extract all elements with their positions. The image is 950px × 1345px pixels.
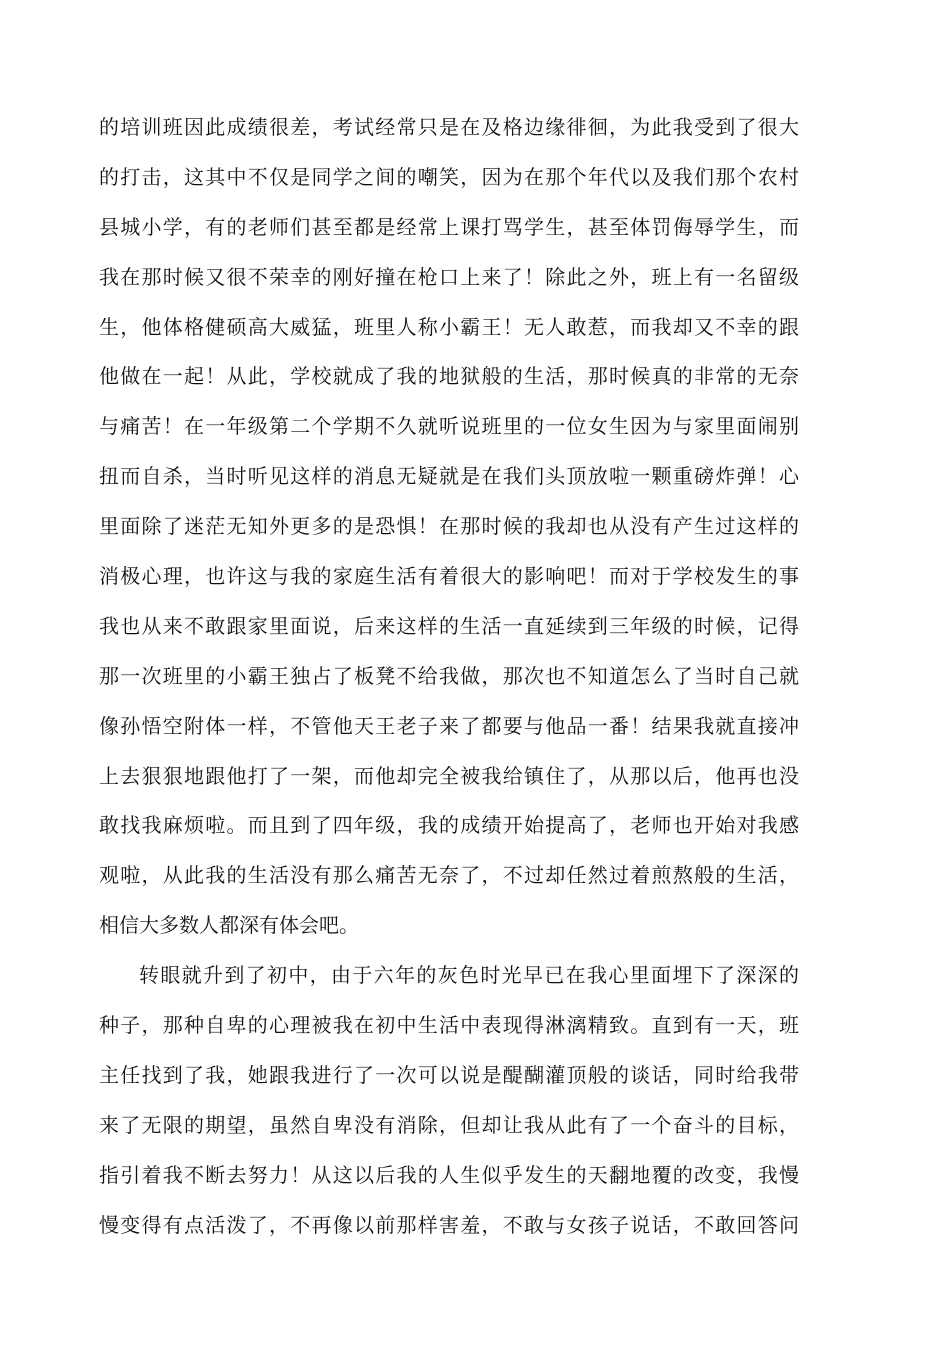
text-line: 与痛苦！在一年级第二个学期不久就听说班里的一位女生因为与家里面闹别: [99, 414, 799, 439]
text-line: 来了无限的期望，虽然自卑没有消除，但却让我从此有了一个奋斗的目标，: [99, 1112, 799, 1137]
text-line: 像孙悟空附体一样，不管他天王老子来了都要与他品一番！结果我就直接冲: [99, 713, 799, 738]
text-line: 我在那时候又很不荣幸的刚好撞在枪口上来了！除此之外，班上有一名留级: [99, 264, 799, 289]
body-text: [99, 103, 799, 1250]
text-line: 县城小学，有的老师们甚至都是经常上课打骂学生，甚至体罚侮辱学生，而: [99, 214, 799, 239]
text-line: 主任找到了我，她跟我进行了一次可以说是醍醐灌顶般的谈话，同时给我带: [99, 1062, 799, 1087]
text-line: 的打击，这其中不仅是同学之间的嘲笑，因为在那个年代以及我们那个农村: [99, 164, 799, 189]
text-line: 观啦，从此我的生活没有那么痛苦无奈了，不过却任然过着煎熬般的生活，: [99, 863, 799, 888]
text-line: 敢找我麻烦啦。而且到了四年级，我的成绩开始提高了，老师也开始对我感: [99, 813, 799, 838]
text-line: 慢变得有点活泼了，不再像以前那样害羞，不敢与女孩子说话，不敢回答问: [99, 1212, 799, 1237]
text-line: 我也从来不敢跟家里面说，后来这样的生活一直延续到三年级的时候，记得: [99, 613, 799, 638]
text-line: 扭而自杀，当时听见这样的消息无疑就是在我们头顶放啦一颗重磅炸弹！心: [99, 464, 799, 489]
text-line: 转眼就升到了初中，由于六年的灰色时光早已在我心里面埋下了深深的: [139, 963, 799, 988]
text-line: 的培训班因此成绩很差，考试经常只是在及格边缘徘徊，为此我受到了很大: [99, 115, 799, 139]
text-line: 那一次班里的小霸王独占了板凳不给我做，那次也不知道怎么了当时自己就: [99, 663, 799, 688]
text-line: 相信大多数人都深有体会吧。: [99, 913, 359, 938]
text-line: 消极心理，也许这与我的家庭生活有着很大的影响吧！而对于学校发生的事: [99, 564, 799, 589]
text-line: 上去狠狠地跟他打了一架，而他却完全被我给镇住了，从那以后，他再也没: [99, 763, 799, 788]
text-line: 生，他体格健硕高大威猛，班里人称小霸王！无人敢惹，而我却又不幸的跟: [99, 314, 799, 339]
text-line: 他做在一起！从此，学校就成了我的地狱般的生活，那时候真的非常的无奈: [99, 364, 799, 389]
text-line: 种子，那种自卑的心理被我在初中生活中表现得淋漓精致。直到有一天，班: [99, 1013, 799, 1038]
text-line: 里面除了迷茫无知外更多的是恐惧！在那时候的我却也从没有产生过这样的: [99, 514, 799, 539]
text-line: 指引着我不断去努力！从这以后我的人生似乎发生的天翻地覆的改变，我慢: [99, 1162, 799, 1187]
